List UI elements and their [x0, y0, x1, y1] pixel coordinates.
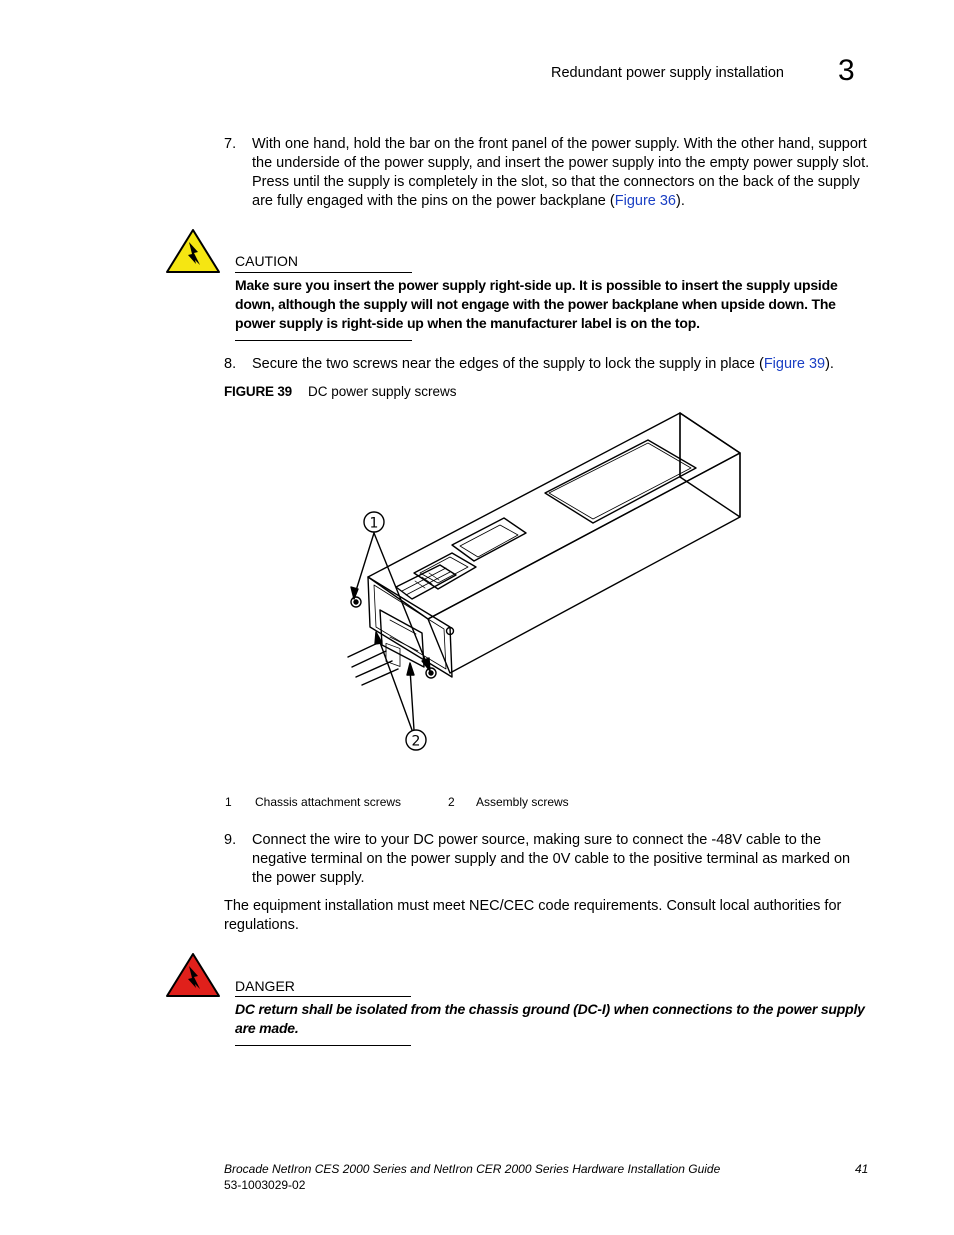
danger-body: DC return shall be isolated from the chassis ground (DC-I) when connections to the power supply are made. [235, 1001, 865, 1036]
step-text-part: With one hand, hold the bar on the front panel of the power supply. With the other hand, support the underside of the power supply, and insert the power supply into the empty power supply slot. Press until the supply is completely in the slot, so that the connectors on the back of the supply are fully engaged with the pins on the power backplane ( [252, 136, 870, 209]
step-number: 7. [224, 136, 237, 152]
caution-body: Make sure you insert the power supply right-side up. It is possible to insert the supply upside down, although the supply will not engage with the power backplane when upside down. The power supply is right-side up when the manufacturer label is on the top. [235, 277, 838, 331]
caution-bottom-rule [235, 340, 412, 341]
legend-label-1: Chassis attachment screws [255, 795, 402, 809]
chapter-number: 3 [838, 54, 855, 87]
figure-39-link[interactable]: Figure 39 [763, 356, 826, 372]
footer-page-number: 41 [855, 1162, 869, 1176]
callout-1-label: 1 [369, 515, 379, 532]
footer-doc-title: Brocade NetIron CES 2000 Series and NetIron CER 2000 Series Hardware Installation Guide [224, 1162, 721, 1176]
power-supply-illustration [330, 405, 760, 765]
figure-id: FIGURE 39 [224, 384, 292, 399]
footer-doc-number: 53-1003029-02 [224, 1178, 306, 1192]
step-text [252, 135, 870, 211]
danger-label: DANGER [235, 978, 295, 994]
danger-triangle-icon [165, 952, 221, 998]
caution-label: CAUTION [235, 253, 298, 269]
warning-triangle-icon [165, 228, 221, 274]
legend-label-2: Assembly screws [476, 795, 569, 809]
body-paragraph: The equipment installation must meet NEC/CEC code requirements. Consult local authorities for regulations. [224, 898, 842, 933]
step-text-part: ). [676, 193, 685, 209]
step-text-part: ). [825, 356, 834, 372]
legend-num-2: 2 [448, 795, 455, 809]
step-text: Connect the wire to your DC power source, making sure to connect the -48V cable to the negative terminal on the power supply and the 0V cable to the positive terminal as marked on the power supply. [252, 832, 851, 886]
figure-caption [224, 384, 457, 399]
callout-2-label: 2 [411, 733, 421, 750]
figure-title: DC power supply screws [308, 384, 457, 399]
step-text [252, 355, 892, 374]
caution-top-rule [235, 272, 412, 273]
legend-num-1: 1 [225, 795, 232, 809]
danger-top-rule [235, 996, 411, 997]
step-number: 9. [224, 832, 237, 848]
running-header-title: Redundant power supply installation [551, 65, 784, 81]
figure-36-link[interactable]: Figure 36 [614, 193, 676, 209]
step-number: 8. [224, 356, 237, 372]
danger-bottom-rule [235, 1045, 411, 1046]
step-text-part: Secure the two screws near the edges of the supply to lock the supply in place ( [252, 356, 764, 372]
